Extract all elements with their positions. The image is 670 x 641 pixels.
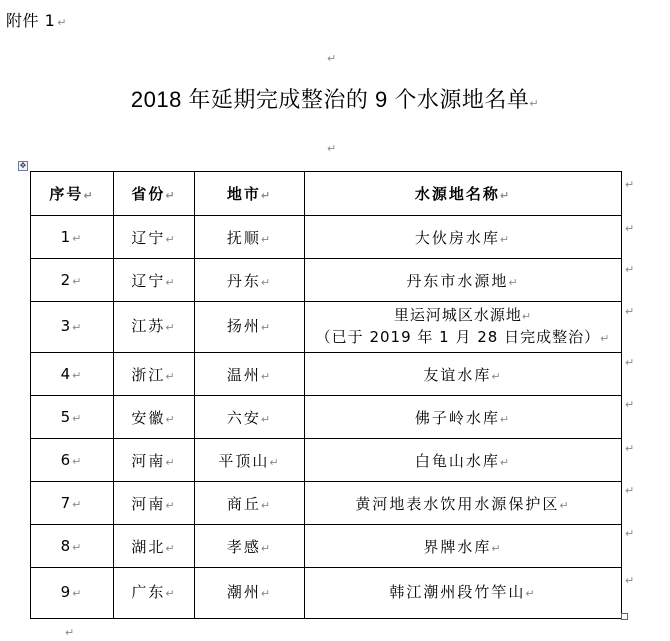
cell-no[interactable] (31, 568, 114, 619)
cell-mark-icon: ↵ (269, 455, 281, 469)
cell-text: 界牌水库 (423, 537, 492, 556)
cell-text: 4 (60, 365, 73, 383)
cell-text: 丹东 (226, 271, 261, 290)
cell-mark-icon: ↵ (72, 412, 84, 425)
cell-mark-icon: ↵ (165, 587, 177, 600)
row-end-mark-icon: ↵ (625, 356, 635, 369)
cell-mark-icon: ↵ (165, 369, 177, 383)
cell-text: 河南 (131, 494, 166, 513)
attachment-label (6, 8, 67, 31)
cell-province[interactable] (114, 439, 195, 482)
cell-note: （已于 2019 年 1 月 28 日完成整治） (315, 328, 601, 346)
cell-city[interactable] (195, 216, 305, 259)
cell-text: 里运河城区水源地 (393, 306, 522, 324)
cell-text: 广东 (131, 583, 166, 601)
cell-province[interactable] (114, 216, 195, 259)
cell-city[interactable] (195, 439, 305, 482)
header-cell[interactable] (114, 172, 195, 216)
title-text: 2018 年延期完成整治的 9 个水源地名单 (130, 87, 530, 112)
cell-mark-icon: ↵ (508, 275, 520, 289)
cell-text: 商丘 (226, 494, 261, 513)
paragraph-mark-icon: ↵ (57, 16, 67, 29)
cell-province[interactable] (114, 525, 195, 568)
cell-text: 河南 (131, 451, 166, 470)
cell-mark-icon: ↵ (72, 369, 84, 382)
cell-source[interactable] (305, 259, 622, 302)
row-end-mark-icon: ↵ (625, 484, 635, 497)
row-end-mark-icon: ↵ (625, 263, 635, 276)
cell-text: 7 (60, 494, 73, 512)
cell-text: 8 (60, 537, 73, 555)
table-row (31, 353, 622, 396)
cell-mark-icon: ↵ (499, 455, 512, 469)
cell-text: 韩江潮州段竹竿山 (389, 583, 526, 601)
cell-text: 温州 (226, 365, 261, 384)
cell-text: 安徽 (131, 408, 166, 427)
cell-no[interactable] (31, 482, 114, 525)
row-end-mark-icon: ↵ (625, 527, 635, 540)
cell-no[interactable] (31, 439, 114, 482)
cell-mark-icon: ↵ (260, 369, 273, 383)
cell-text: 平顶山 (218, 451, 270, 470)
cell-city[interactable] (195, 302, 305, 353)
cell-city[interactable] (195, 525, 305, 568)
cell-city[interactable] (195, 259, 305, 302)
cell-mark-icon: ↵ (72, 587, 84, 600)
cell-text: 3 (60, 317, 73, 335)
cell-source[interactable] (305, 302, 622, 353)
cell-text: 1 (60, 228, 73, 246)
header-province: 省份 (131, 185, 166, 203)
cell-mark-icon: ↵ (525, 587, 537, 600)
table-row (31, 259, 622, 302)
cell-text: 湖北 (131, 537, 166, 556)
cell-mark-icon: ↵ (72, 321, 84, 334)
cell-text: 佛子岭水库 (414, 408, 500, 427)
cell-mark-icon: ↵ (165, 412, 177, 426)
cell-text: 6 (60, 451, 73, 469)
paragraph-mark-icon: ↵ (65, 626, 75, 639)
row-end-mark-icon: ↵ (625, 178, 635, 191)
attachment-text: 附件 1 (6, 11, 56, 30)
cell-mark-icon: ↵ (260, 275, 273, 289)
table-row (31, 439, 622, 482)
cell-mark-icon: ↵ (499, 232, 512, 246)
row-end-mark-icon: ↵ (625, 305, 635, 318)
cell-mark-icon: ↵ (165, 321, 177, 334)
cell-text: 友谊水库 (423, 365, 492, 384)
row-end-mark-icon: ↵ (625, 222, 635, 235)
cell-province[interactable] (114, 302, 195, 353)
cell-source[interactable] (305, 396, 622, 439)
cell-text: 浙江 (131, 365, 166, 384)
cell-province[interactable] (114, 396, 195, 439)
cell-mark-icon: ↵ (165, 498, 177, 512)
cell-mark-icon: ↵ (521, 310, 533, 323)
cell-mark-icon: ↵ (260, 189, 273, 202)
cell-no[interactable] (31, 259, 114, 302)
header-source: 水源地名称 (414, 185, 500, 203)
cell-text: 江苏 (131, 317, 166, 335)
cell-text: 丹东市水源地 (406, 271, 509, 290)
cell-mark-icon: ↵ (260, 412, 273, 426)
cell-city[interactable] (195, 482, 305, 525)
cell-mark-icon: ↵ (559, 498, 571, 512)
paragraph-mark-icon: ↵ (327, 142, 337, 155)
cell-text: 潮州 (226, 583, 261, 601)
cell-mark-icon: ↵ (260, 541, 273, 555)
cell-mark-icon: ↵ (72, 541, 84, 554)
cell-no[interactable] (31, 396, 114, 439)
table-row (31, 302, 622, 353)
header-cell[interactable] (31, 172, 114, 216)
cell-source[interactable] (305, 439, 622, 482)
cell-mark-icon: ↵ (260, 498, 273, 512)
cell-mark-icon: ↵ (165, 189, 177, 202)
header-no: 序号 (49, 185, 84, 203)
cell-mark-icon: ↵ (499, 189, 512, 202)
cell-text: 2 (60, 271, 73, 289)
cell-mark-icon: ↵ (165, 455, 177, 469)
cell-source[interactable] (305, 216, 622, 259)
cell-text: 白龟山水库 (414, 451, 500, 470)
row-end-mark-icon: ↵ (625, 398, 635, 411)
table-row (31, 216, 622, 259)
row-end-mark-icon: ↵ (625, 574, 635, 587)
cell-text: 抚顺 (226, 228, 261, 247)
paragraph-mark-icon: ↵ (529, 97, 540, 110)
cell-mark-icon: ↵ (72, 275, 84, 288)
cell-city[interactable] (195, 568, 305, 619)
row-end-mark-icon: ↵ (625, 442, 635, 455)
cell-text: 孝感 (226, 537, 261, 556)
cell-mark-icon: ↵ (165, 232, 177, 246)
cell-text: 9 (60, 583, 73, 601)
water-source-table (30, 171, 622, 619)
cell-source[interactable] (305, 525, 622, 568)
table-move-handle-icon[interactable]: ✥ (19, 161, 27, 170)
cell-city[interactable] (195, 396, 305, 439)
cell-text: 5 (60, 408, 73, 426)
cell-province[interactable] (114, 259, 195, 302)
cell-mark-icon: ↵ (83, 189, 95, 202)
cell-mark-icon: ↵ (72, 455, 84, 468)
cell-province[interactable] (114, 568, 195, 619)
cell-text: 辽宁 (131, 271, 166, 290)
cell-no[interactable] (31, 216, 114, 259)
cell-mark-icon: ↵ (260, 321, 273, 334)
cell-source[interactable] (305, 353, 622, 396)
cell-province[interactable] (114, 482, 195, 525)
cell-mark-icon: ↵ (72, 232, 84, 245)
cell-source[interactable] (305, 568, 622, 619)
cell-mark-icon: ↵ (491, 369, 503, 383)
cell-text: 大伙房水库 (414, 228, 500, 247)
cell-no[interactable] (31, 525, 114, 568)
cell-mark-icon: ↵ (491, 541, 503, 555)
table-resize-handle-icon[interactable] (621, 613, 628, 620)
paragraph-mark-icon: ↵ (327, 52, 337, 65)
header-cell[interactable] (305, 172, 622, 216)
cell-no[interactable] (31, 353, 114, 396)
cell-mark-icon: ↵ (260, 587, 273, 600)
cell-text: 六安 (226, 408, 261, 427)
cell-mark-icon: ↵ (165, 541, 177, 555)
cell-province[interactable] (114, 353, 195, 396)
cell-text: 辽宁 (131, 228, 166, 247)
cell-source[interactable] (305, 482, 622, 525)
cell-mark-icon: ↵ (260, 232, 273, 246)
cell-mark-icon: ↵ (72, 498, 84, 511)
cell-mark-icon: ↵ (165, 275, 177, 289)
table-row (31, 525, 622, 568)
table-row (31, 396, 622, 439)
cell-no[interactable] (31, 302, 114, 353)
header-city: 地市 (226, 185, 261, 203)
cell-mark-icon: ↵ (600, 332, 611, 345)
cell-text: 黄河地表水饮用水源保护区 (355, 494, 560, 513)
table-header-row (31, 172, 622, 216)
cell-city[interactable] (195, 353, 305, 396)
table-row (31, 568, 622, 619)
table-row (31, 482, 622, 525)
cell-text: 扬州 (226, 317, 261, 335)
cell-mark-icon: ↵ (499, 412, 512, 426)
document-title (0, 83, 670, 114)
header-cell[interactable] (195, 172, 305, 216)
